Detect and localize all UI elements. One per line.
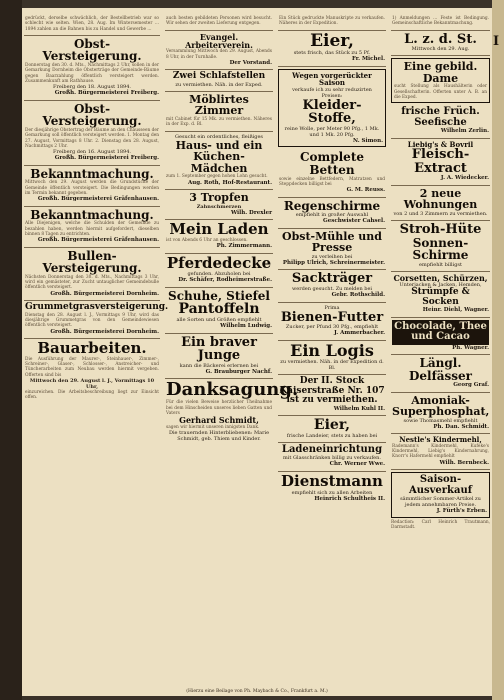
ad-body: verkaufe ich zu sehr reduzirten Preisen:	[292, 86, 372, 99]
ad-signature: Philipp Ulrich, Schreinermeister.	[282, 259, 385, 266]
ad-body: empfiehlt sich zu allen Arbeiten	[291, 489, 373, 496]
ad-title: Bullen-Versteigerung.	[42, 248, 142, 276]
ad-body: Nächsten Donnerstag den 30. d. Mts., Nachmittags 3 Uhr, wird ein gemästeter, zur Zucht untauglicher Gemeindebulle öffentlich versteigert.	[25, 274, 159, 291]
ad-obst-versteigerung-1	[24, 36, 160, 101]
ad-schlafstellen	[165, 70, 273, 91]
ad-grummetgras	[24, 301, 169, 339]
ad-signature: Wilhelm Kuhl II.	[333, 405, 385, 412]
ad-title: Der II. Stock Kaiserstraße Nr. 107 ist zu vermiethen.	[279, 376, 385, 406]
ad-title: Bekanntmachung.	[30, 166, 154, 181]
ad-signature: Der Vorstand.	[229, 59, 272, 66]
ad-body: empfiehlt billigst	[419, 261, 462, 268]
ad-pferdedecke	[165, 254, 273, 288]
ad-title: Complete Betten	[299, 150, 364, 177]
ad-regenschirme	[278, 198, 386, 229]
ad-title: Regenschirme	[283, 198, 381, 213]
newspaper-page	[22, 8, 492, 696]
top-text: Ein Stück gedruckte Manuskripte zu verkaufen. Näheres in der Expedition.	[279, 16, 385, 27]
ad-bekanntmachung-2	[24, 207, 160, 248]
ad-title: L. z. d. St.	[404, 31, 477, 47]
ad-date: Freiberg den 18. August 1894.	[53, 84, 131, 91]
ad-bauarbeiten	[24, 339, 160, 404]
ad-title: Zwei Schlafstellen	[172, 71, 266, 82]
ad-title: Mein Laden	[169, 220, 269, 239]
ad-title: Corsetten, Schürzen,	[393, 272, 488, 283]
ad-body: zu verleihen bei	[311, 253, 353, 260]
ad-body: Dienstag den 28. August l. J., Vormittags 9 Uhr, wird das diesjährige Grummetgras von den Gemeindewiesen öffentlich versteigert.	[25, 312, 159, 329]
ad-title-2: Pantoffeln	[178, 301, 260, 318]
ad-title: Amoniak-Superphosphat,	[392, 393, 490, 419]
ad-body-2: reine Wolle, per Meter 90 Pfg., 1 Mk. und 1 Mk. 20 Pfg.	[284, 125, 380, 138]
ad-signature: Wilhelm Zerlin.	[440, 128, 489, 135]
ad-sub: Zahnschmerzen	[196, 203, 242, 210]
ad-obst-versteigerung-2	[24, 101, 160, 166]
ad-body: empfiehlt in großer Auswahl	[295, 212, 369, 219]
ad-lzd	[391, 31, 490, 57]
ad-body: sowie einzelne Bettfedern, Matratzen und Steppdecken billigst bei	[279, 176, 385, 187]
ad-dame	[391, 58, 490, 103]
ad-body: werden gesucht. Zu melden bei	[291, 286, 373, 293]
ad-title: Evangel. Arbeiterverein.	[185, 31, 253, 50]
ad-fruechte	[391, 105, 490, 139]
ad-body: zu vermiethen. Näh. in der Exped.	[175, 81, 263, 88]
ad-body: ist von Abends 6 Uhr an geschlossen.	[166, 237, 248, 243]
ad-body: Mittwoch den 29. August werden die Grundstücke der Gemeinde öffentlich versteigert. Die Bedingungen werden im Termin bekannt gegeben.	[25, 180, 159, 196]
ad-body: alle Sorten und Größen empfiehlt	[176, 317, 262, 324]
ad-body: Unterjacken & Jacken, Hemden,	[399, 282, 482, 289]
ad-body: Rademann's Kindermehl, Kufeke's Kindermehl, Liebig's Kindernahrung, Knorr's Hafermehl empfiehlt	[392, 443, 489, 460]
ad-title: Pferdedecke	[166, 253, 272, 272]
ad-signature: Fr. Michel.	[351, 56, 385, 63]
ad-body: Alle Diejenigen, welche die Schulden der Gemeinde zu bezahlen haben, werden hiermit aufgefordert, dieselben binnen 8 Tagen zu entrichten.	[25, 221, 159, 237]
ad-title-2: Strümpfe & Socken	[411, 287, 470, 307]
ad-title: Liebig's & Bovril	[407, 139, 474, 149]
ad-title: Wegen vorgerückter Saison	[292, 70, 372, 88]
ad-body: von 2 und 3 Zimmern zu vermiethen.	[393, 210, 488, 217]
ad-body: sämmtlicher Sommer-Artikel zu jedem annehmbaren Preise.	[400, 496, 481, 509]
ad-title: Saison-Ausverkauf	[408, 474, 473, 496]
edge-mark: I	[493, 34, 500, 49]
ad-title: Ein braver Junge	[181, 334, 257, 364]
ad-signature: Georg Graf.	[453, 382, 489, 389]
redaction-line: Redaction: Carl Heinrich Trautmann, Darmstadt.	[391, 519, 490, 530]
ad-body: Versammlung Mittwoch den 29. August, Abends 8 Uhr, in der Turnhalle.	[166, 49, 272, 60]
ad-kleider	[278, 69, 386, 147]
ad-eier	[278, 31, 386, 67]
ad-ausverkauf	[391, 472, 490, 518]
ad-pre: Gesucht ein ordentliches, fleißiges	[175, 133, 263, 140]
ad-body: Zucker, per Pfund 30 Pfg., empfiehlt	[285, 324, 379, 331]
ad-arbeiterverein	[165, 31, 273, 71]
ad-wohnungen	[391, 186, 490, 221]
ad-title: Dienstmann	[281, 471, 383, 490]
ad-tropfen	[165, 190, 273, 220]
ad-signature: Chr. Werner Wwe.	[329, 461, 385, 468]
ad-strohhuete	[391, 221, 490, 272]
ad-signature: Wilh. Bernbeck.	[439, 459, 489, 466]
ad-title: Bauarbeiten.	[37, 339, 147, 358]
ad-chocolade	[391, 318, 490, 356]
column-4	[391, 14, 490, 690]
ad-date: Mittwoch den 29. August l. J., Vormittags 10 Uhr,	[29, 377, 155, 390]
ad-title: 2 neue Wohnungen	[403, 186, 478, 212]
ad-schuhe	[165, 288, 273, 334]
ad-signature: J. Fürth's Erben.	[436, 508, 487, 515]
ad-body: zum 1. September gegen hohen Lohn gesucht.	[166, 174, 268, 180]
ad-signature: Großh. Bürgermeisterei Gräfenhausen.	[37, 196, 159, 203]
ad-title: Nestle's Kindermehl,	[399, 435, 482, 445]
ad-zimmer	[165, 92, 273, 132]
ad-title: Schuhe, Stiefel	[168, 288, 270, 303]
ad-title: Grummetgrasversteigerung.	[25, 302, 169, 313]
ad-obstmuehle	[278, 229, 386, 271]
ad-bekanntmachung-1	[24, 166, 160, 207]
ad-oelfaesser	[391, 355, 490, 393]
next-page-edge	[492, 0, 504, 700]
ad-name: Gerhard Schmidt,	[179, 415, 259, 426]
ad-body: Für die vielen Beweise herzlicher Theilnahme bei dem Hinscheiden unseres lieben Gatten und Vaters	[166, 400, 272, 416]
ad-sacktraeger	[278, 270, 386, 302]
ad-title: Eine gebild. Dame	[403, 60, 478, 85]
ad-body: gefunden. Abzuholen bei	[187, 271, 251, 278]
ad-body: frische Landeier, stets zu haben bei	[286, 432, 378, 439]
column-3	[278, 14, 386, 690]
ad-body: sowie Thomasmehl empfiehlt	[403, 417, 478, 424]
ad-title-2: Sonnen-Schirme	[412, 235, 469, 263]
ad-title: Eier,	[310, 30, 354, 51]
ad-date: Freiberg den 16. August 1894.	[53, 149, 131, 156]
ad-signature: Gebr. Rothschild.	[331, 292, 385, 299]
ad-body: stets frisch, das Stück zu 5 Pf.	[293, 50, 371, 57]
ad-signature: Ph. Dan. Schmidt.	[433, 423, 489, 430]
ad-eier-2	[278, 416, 386, 443]
ad-maedchen	[165, 132, 273, 190]
ad-sub: Mittwoch den 29. Aug.	[411, 46, 470, 53]
ad-signature: Wilh. Drexler	[230, 209, 272, 216]
ad-title: Bienen-Futter	[280, 309, 384, 325]
ad-title-2: Kleider-Stoffe,	[302, 97, 362, 127]
ad-body: mit Glasschränken billig zu verkaufen.	[283, 455, 381, 462]
column-2	[165, 14, 299, 690]
ad-kindermehl	[391, 434, 490, 470]
top-text: 1) Anmeldungen ... Feste ist Bedingung. Gemeinschaftliche Bekanntmachung.	[392, 16, 489, 27]
ad-title: Obst-Versteigerung.	[42, 36, 142, 64]
ad-title: Eier,	[313, 417, 351, 434]
intro-text: gedrückt, derselbe schwächlich, der Bestellbetrieb war so schlecht wie selten. Wien, 28. Aug. Im Wintersemester ... 1894 zahlen an die Bahnen bis zu Handel und Gewerbe ...	[25, 16, 159, 32]
ad-signature: J. Ammerbacher.	[334, 330, 385, 337]
ad-body: zu vermiethen. Näh. in der Expedition d. Bl.	[280, 359, 384, 372]
ad-title: Chocolade, Thee und Cacao	[392, 320, 489, 345]
ad-signature: Wilhelm Ludwig.	[220, 323, 272, 330]
ad-laden	[165, 220, 273, 254]
ad-title: Ladeneinrichtung	[281, 443, 383, 455]
ad-bienenfutter	[278, 303, 386, 341]
ad-signature: Ph. Zimmermann.	[216, 243, 272, 250]
ad-tail: sagen wir hiermit unseren innigsten Dank.	[166, 424, 260, 430]
book-binding	[0, 0, 22, 700]
ad-title: Bekanntmachung.	[30, 207, 154, 222]
ad-signature: Großh. Bürgermeisterei Gräfenhausen.	[37, 237, 159, 244]
ad-fleisch-extract	[391, 139, 490, 186]
ad-title: Stroh-Hüte	[399, 221, 482, 237]
ad-signature: G. Brauburger Nachf.	[205, 368, 272, 375]
ad-body: Der diesjährige Obstertrag der Bäume an den Chausseen der Gemarkung soll öffentlich versteigert werden. 1. Montag den 27. August, Vormittags 8 Uhr. 2. Dienstag den 28. August, Nachmittags 2 Uhr.	[25, 127, 159, 149]
ad-signature: Heinrich Schultheis II.	[314, 495, 385, 502]
ad-signature: Großh. Bürgermeisterei Dornheim.	[50, 328, 159, 335]
ad-body: kann die Bäckerei erlernen bei	[179, 362, 259, 369]
ad-superphosphat	[391, 393, 490, 435]
ad-signature: Großh. Bürgermeisterei Dornheim.	[50, 290, 159, 297]
ad-signature: Ph. Wagner.	[452, 344, 489, 351]
ad-betten	[278, 149, 386, 197]
column-1	[24, 14, 169, 690]
ad-signature: G. M. Reuss.	[346, 187, 385, 194]
top-text: auch besten gebildeten Personen wird besucht. Wir sehen der zweiten Lieferung entgegen.	[166, 16, 272, 27]
ad-title: Obst-Mühle und Presse	[282, 229, 382, 255]
ad-title-2: Fleisch-Extract	[411, 147, 470, 176]
ad-title: Möblirtes Zimmer	[189, 92, 249, 118]
ad-korsetten	[391, 272, 490, 318]
ad-title: Haus- und ein Küchen-Mädchen	[175, 138, 263, 175]
ad-signature: Heinr. Diehl, Wagner.	[422, 307, 489, 314]
ad-signature: Dr. Schäfer, Rodheimerstraße.	[178, 277, 272, 284]
ad-body: Donnerstag den 30. d. Mts., Nachmittags 2 Uhr, sollen in der Gemarkung Dornheim die Obsterträge der Gemeinde-Bäume gegen Baarzahlung öffentlich versteigert werden. Zusammenkunft am Rathhause.	[25, 63, 159, 84]
ad-signature: Aug. Roth, Hof-Restaurant.	[187, 179, 272, 186]
ad-signature: J. A. Wiedecker.	[440, 175, 489, 182]
ad-title: Obst-Versteigerung.	[42, 101, 142, 129]
ad-signature: Die trauernden Hinterbliebenen: Marie Schmidt, geb. Thiem und Kinder.	[168, 429, 270, 442]
ad-body: mit Cabinet für 15 Mk. zu vermiethen. Näheres in der Exp. d. Bl.	[166, 117, 272, 128]
ad-title: 3 Tropfen	[189, 191, 249, 205]
ad-title: Ein Logis	[290, 340, 374, 360]
ad-junge	[165, 334, 273, 380]
ad-logis	[278, 341, 386, 376]
ad-bullen-versteigerung	[24, 248, 160, 302]
ad-danksagung	[165, 379, 299, 444]
page-footer: (Hierzu eine Beilage von Ph. Maybach & Co., Frankfurt a. M.)	[186, 689, 328, 694]
ad-signature: Großh. Bürgermeisterei Freiberg.	[54, 90, 159, 97]
ad-signature: Großh. Bürgermeisterei Freiberg.	[54, 155, 159, 162]
ad-body: Die Ausführung der Maurer-, Steinhauer-, Zimmer-, Schreiner-, Glaser-, Schlosser-, Anstreicher- und Tüncherarbeiten zum Neubau werden hiermit vergeben. Offerten sind bis	[25, 356, 159, 378]
ad-signature: Geschwister Cahsel.	[323, 218, 385, 225]
ad-tail: einzureichen. Die Arbeitsbeschreibung liegt zur Einsicht offen.	[25, 389, 159, 401]
ad-title: Längl. Delfässer	[408, 356, 472, 383]
ad-dienstmann	[278, 472, 386, 505]
ad-stock	[278, 375, 386, 416]
ad-signature: N. Simon.	[353, 137, 383, 144]
ad-ladeneinrichtung	[278, 443, 386, 472]
ad-body: sucht Stellung als Haushälterin oder Gesellschafterin. Offerten unter A. B. an die Exped.	[394, 84, 487, 100]
ad-title: Sackträger	[291, 271, 373, 287]
ad-title: Danksagung.	[166, 379, 299, 401]
ad-title: frische Früch. Seefische	[401, 106, 480, 128]
ad-pre: Prima	[324, 304, 340, 311]
